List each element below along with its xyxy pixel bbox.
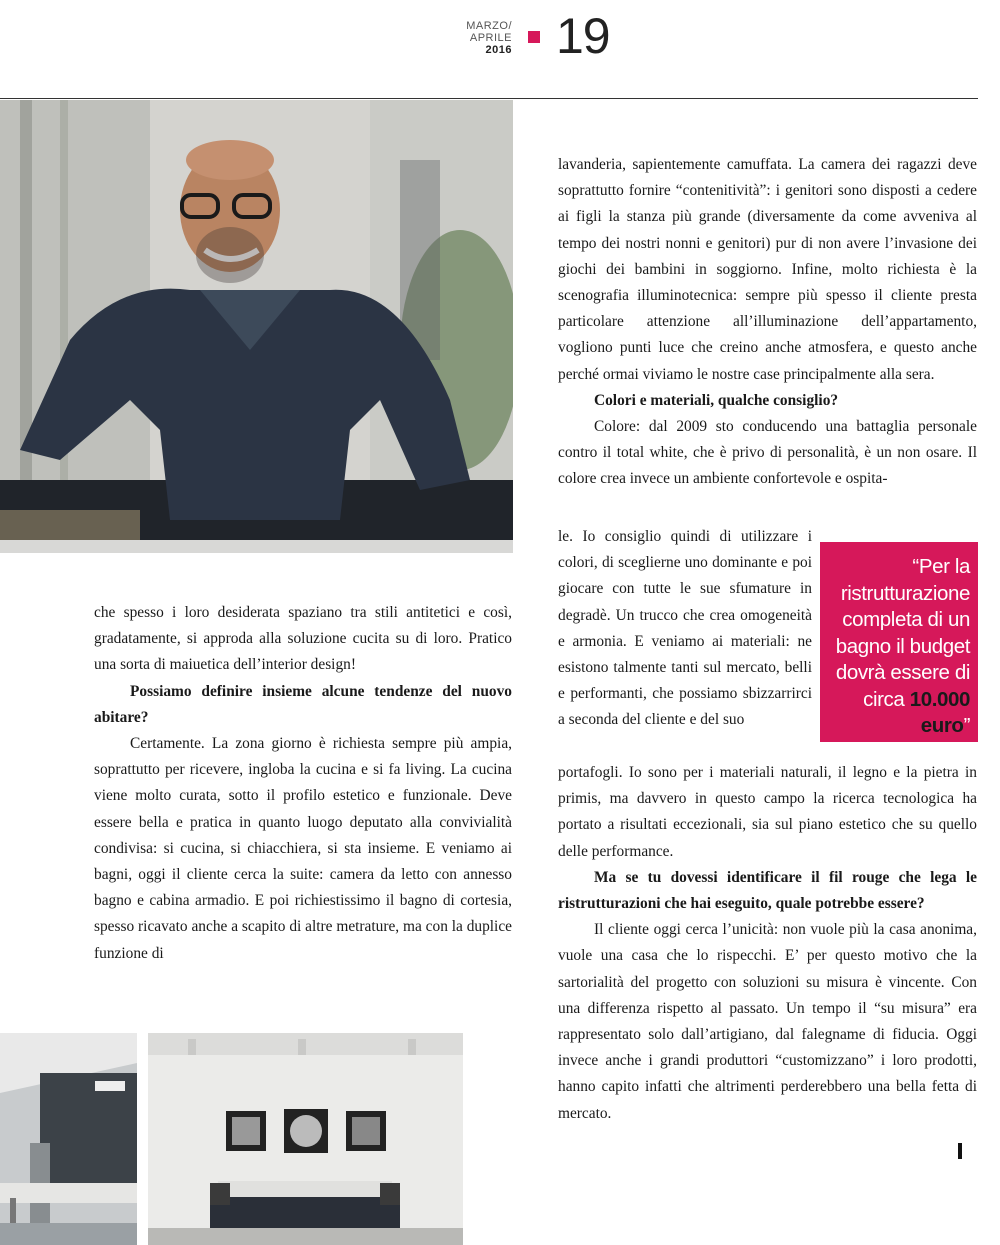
pull-quote-close: ”: [963, 714, 970, 737]
interview-question: Ma se tu dovessi identificare il fil rouge che lega le ristrutturazioni che hai eseguito, quale potrebbe essere?: [558, 868, 977, 913]
paragraph: Il cliente oggi cerca l’unicità: non vuole più la casa anonima, vuole una casa che lo rispecchi. E’ per questo motivo che la sartorialità del progetto con soluzioni su misura è vincente. Con una differenza rispetto al passato. Un tempo il “su misura” era rappresentato solo dall’artigiano, dal falegname di fiducia. Oggi invece anche i grandi produttori “customizzano” i loro prodotti, hanno capito infatti che altrimenti perderebbero una bella fetta di mercato.: [558, 921, 977, 1122]
interview-question: Possiamo definire insieme alcune tendenze del nuovo abitare?: [94, 682, 512, 726]
paragraph: Certamente. La zona giorno è richiesta sempre più ampia, soprattutto per ricevere, ingloba la cucina e si fa living. La cucina viene molto curata, sotto il profilo estetico e funzionale. Deve essere bella e pratica in quanto luogo deputato alla convivialità condivisa: si cucina, si chiacchiera, si sta insieme. E veniamo ai bagni, oggi il cliente cerca la suite: camera da letto con annesso bagno e cabina armadio. E poi richiestissimo il bagno di cortesia, spesso ricavato anche a scapito di altre metrature, ma con la duplice funzione di: [94, 735, 512, 962]
right-column-text: [558, 152, 977, 493]
issue-month-line2: APRILE: [469, 32, 512, 44]
issue-month-line1: MARZO/: [466, 20, 512, 32]
page-number: 19: [556, 8, 610, 64]
paragraph: che spesso i loro desiderata spaziano tra stili antitetici e così, gradatamente, si approda alla soluzione cucita su di loro. Pratico una sorta di maiuetica dell’interior design!: [94, 604, 512, 674]
bedroom-photo: [148, 1033, 463, 1245]
header-rule: [0, 98, 978, 99]
paragraph: Colore: dal 2009 sto conducendo una battaglia personale contro il total white, che è privo di personalità, è un non osare. Il colore crea invece un ambiente confortevole e ospita-: [558, 418, 977, 488]
paragraph: lavanderia, sapientemente camuffata. La camera dei ragazzi deve soprattutto fornire “contenitività”: i genitori sono disposti a cedere ai figli la stanza più grande (diversamente da come avveniva al tempo dei nostri nonni e genitori) pur di non avere l’invasione dei giochi dei bambini in soggiorno. Infine, molto richiesta è la scenografia illuminotecnica: sempre più spesso il cliente presta particolare attenzione all’illuminazione dell’appartamento, vogliono punti luce che creino anche atmosfera, e questo anche perché ormai viviamo le nostre case principalmente alla sera.: [558, 156, 977, 383]
kitchen-photo: [0, 1033, 137, 1245]
paragraph: portafogli. Io sono per i materiali naturali, il legno e la pietra in primis, ma davvero in questo campo la ricerca tecnologica ha portato a risultati eccezionali, sia sul piano estetico che su quello delle performance.: [558, 764, 977, 860]
portrait-photo: [0, 100, 513, 553]
pull-quote-emphasis: 10.000 euro: [909, 687, 970, 737]
issue-year: 2016: [485, 44, 512, 56]
interview-question: Colori e materiali, qualche consiglio?: [594, 391, 839, 409]
pull-quote-text: “Per la ristrutturazione completa di un bagno il budget dovrà essere di circa: [835, 555, 970, 711]
accent-square: [528, 31, 540, 43]
left-column-text: [94, 600, 512, 967]
article-end-mark: [958, 1143, 962, 1159]
right-column-text-bottom: [558, 760, 977, 1127]
right-column-text-narrow: [558, 524, 812, 734]
issue-date: [466, 20, 512, 56]
pull-quote: [820, 542, 978, 742]
paragraph: le. Io consiglio quindi di utilizzare i colori, di sceglierne uno dominante e poi giocare con tutte le sue sfumature in degradè. Un trucco che crea omogeneità e armonia. E veniamo ai materiali: ne esistono talmente tanti sul mercato, belli e performanti, che possiamo sbizzarrirci a seconda del cliente e del suo: [558, 528, 812, 729]
